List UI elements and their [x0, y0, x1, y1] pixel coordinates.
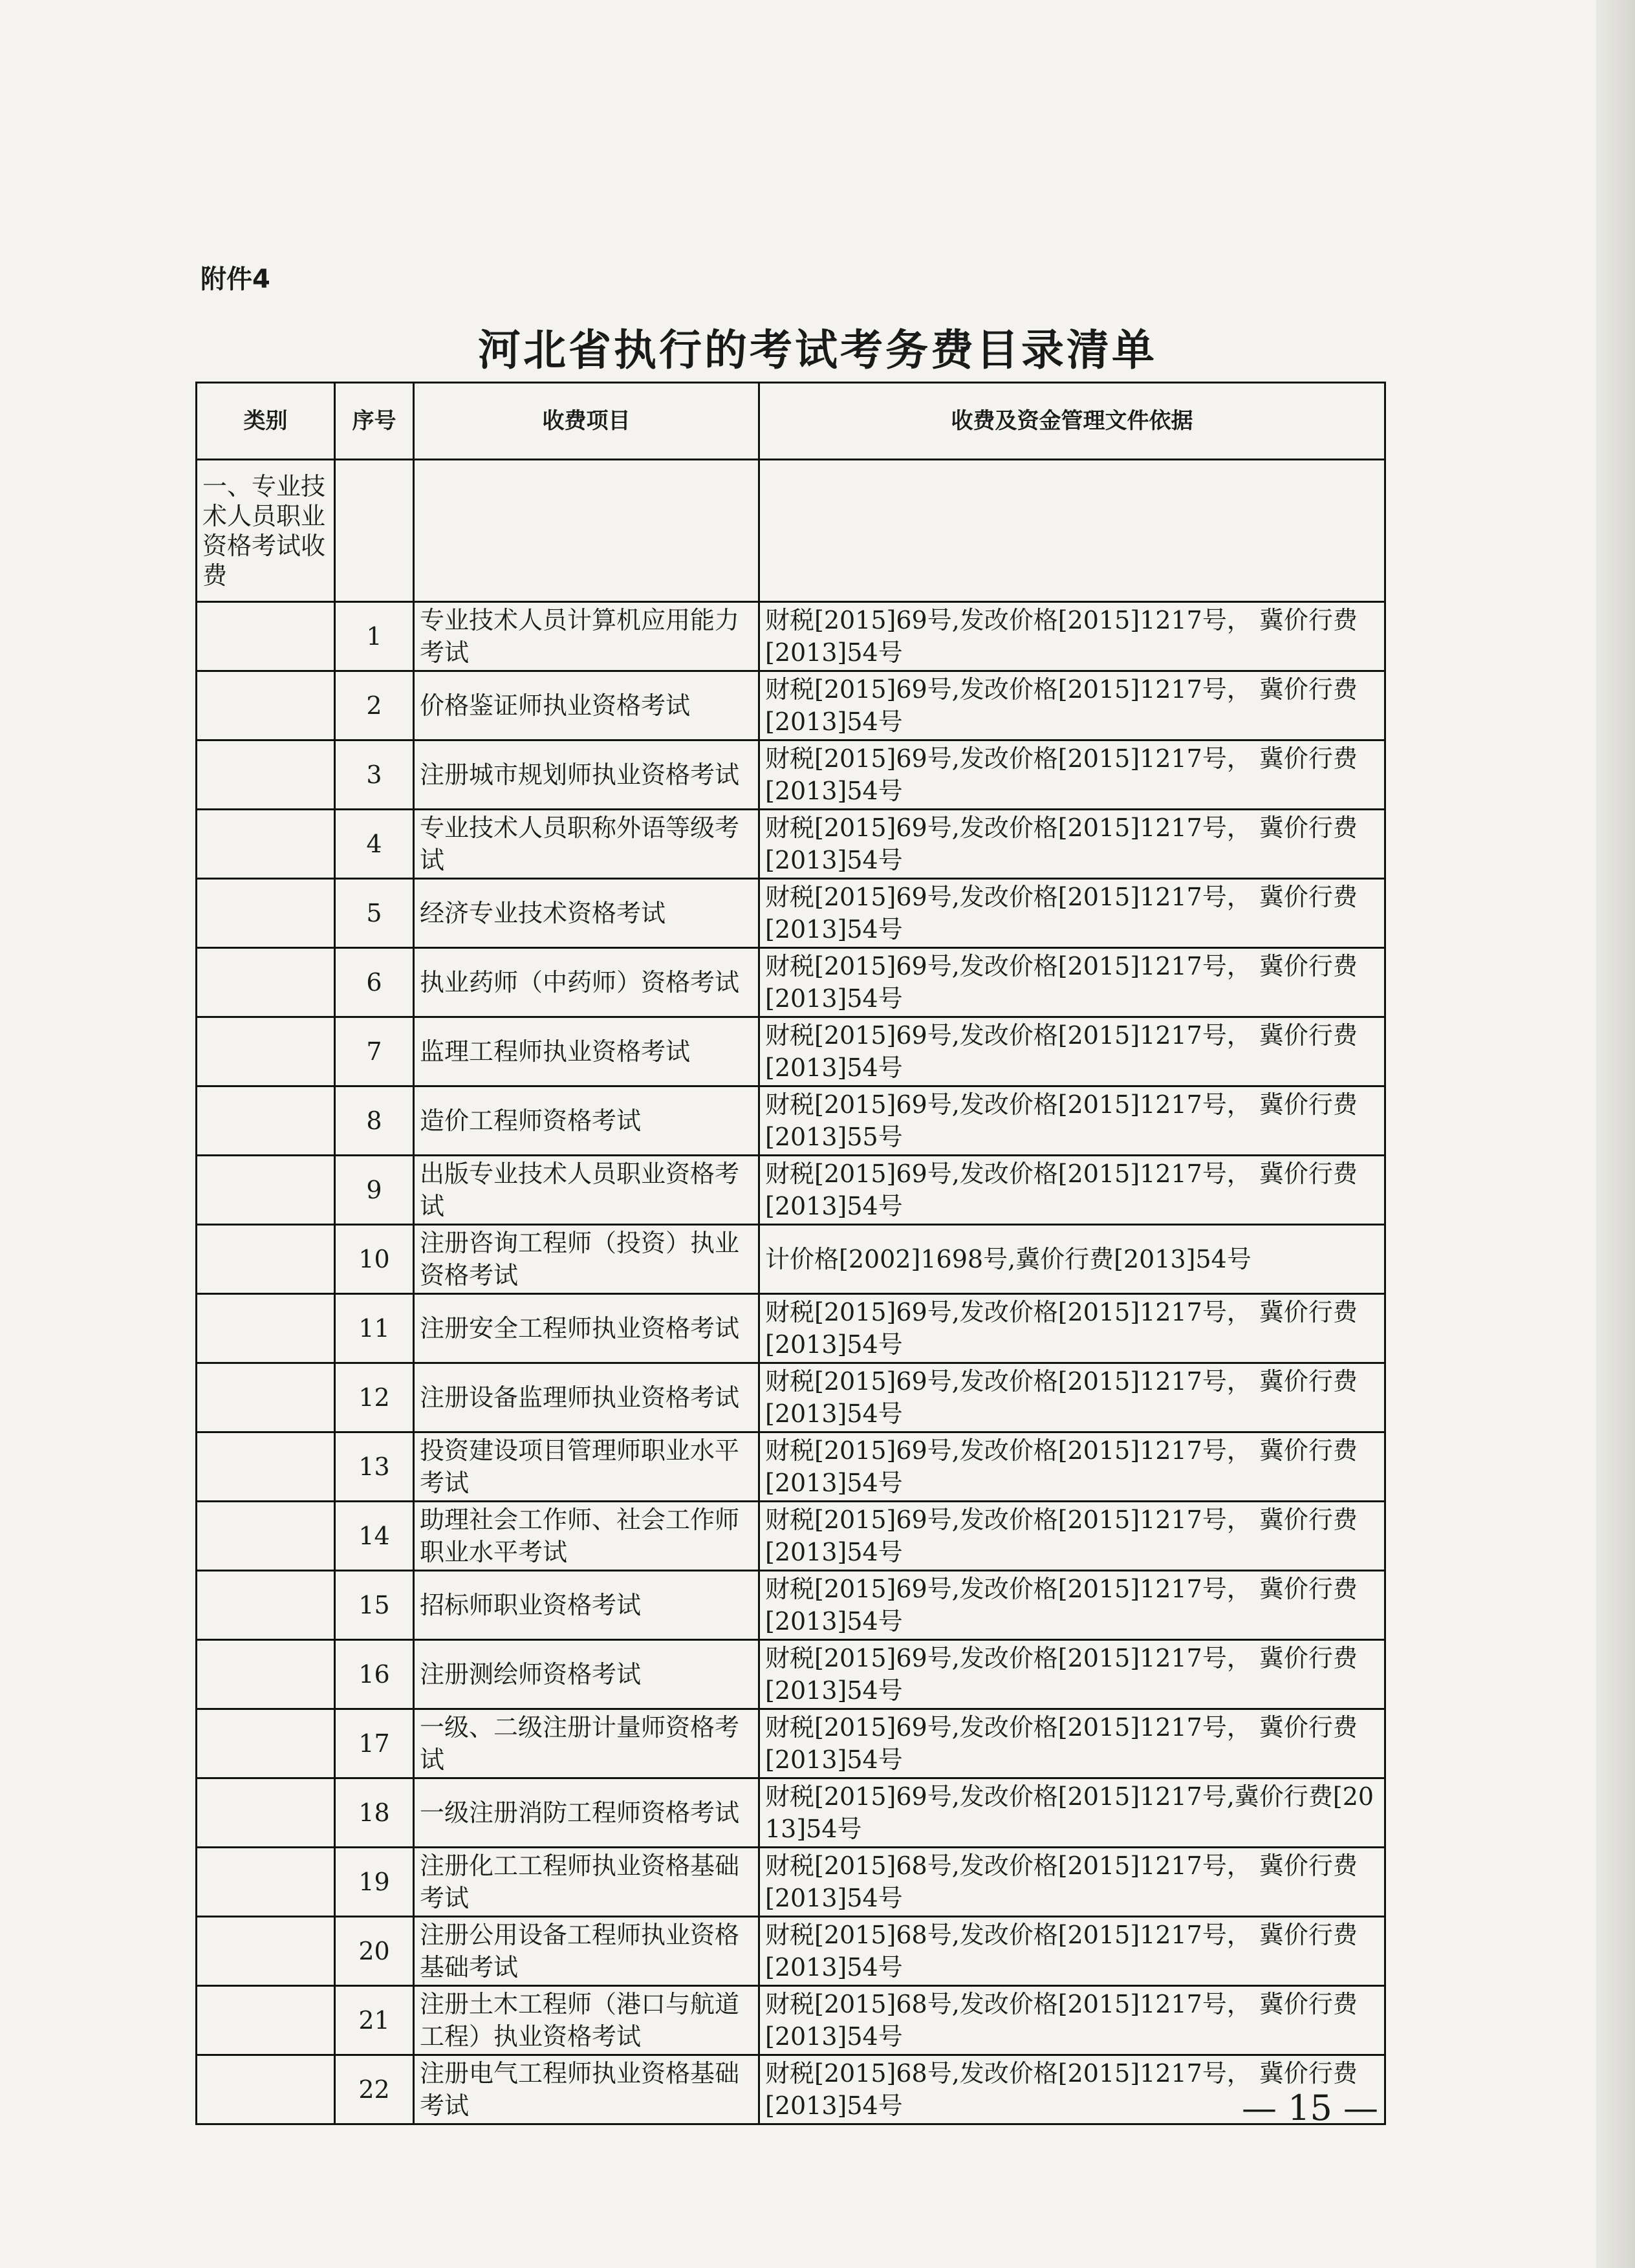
fee-item: 注册土木工程师（港口与航道工程）执业资格考试 — [414, 1986, 759, 2055]
fee-basis: 财税[2015]69号,发改价格[2015]1217号， 冀价行费[2013]54号 — [759, 1363, 1385, 1432]
row-number: 11 — [335, 1294, 414, 1363]
category-cell — [197, 1848, 335, 1917]
row-number: 20 — [335, 1917, 414, 1986]
fee-item: 注册电气工程师执业资格基础考试 — [414, 2055, 759, 2124]
fee-basis: 财税[2015]69号,发改价格[2015]1217号， 冀价行费[2013]54号 — [759, 879, 1385, 948]
category-cell — [197, 2055, 335, 2124]
category-cell — [197, 1778, 335, 1848]
fee-basis: 财税[2015]69号,发改价格[2015]1217号， 冀价行费[2013]54号 — [759, 1571, 1385, 1640]
category-cell — [197, 1640, 335, 1709]
row-number: 13 — [335, 1432, 414, 1502]
page-number: — 15 — — [1242, 2088, 1379, 2128]
fee-basis: 财税[2015]69号,发改价格[2015]1217号， 冀价行费[2013]54号 — [759, 1294, 1385, 1363]
fee-item: 注册城市规划师执业资格考试 — [414, 740, 759, 810]
table-row — [197, 1640, 1385, 1709]
table-row — [197, 1432, 1385, 1502]
table-row — [197, 1571, 1385, 1640]
table-row — [197, 1778, 1385, 1848]
fee-basis: 财税[2015]68号,发改价格[2015]1217号， 冀价行费[2013]54号 — [759, 2055, 1385, 2124]
fee-basis: 财税[2015]68号,发改价格[2015]1217号， 冀价行费[2013]54号 — [759, 1917, 1385, 1986]
table-row — [197, 948, 1385, 1017]
row-number: 17 — [335, 1709, 414, 1778]
header-category: 类别 — [197, 383, 335, 460]
fee-basis: 财税[2015]68号,发改价格[2015]1217号， 冀价行费[2013]54号 — [759, 1986, 1385, 2055]
table-row — [197, 740, 1385, 810]
category-cell — [197, 1086, 335, 1156]
category-cell — [197, 1917, 335, 1986]
row-number: 10 — [335, 1225, 414, 1294]
row-number: 22 — [335, 2055, 414, 2124]
row-number: 1 — [335, 602, 414, 671]
category-cell — [197, 1502, 335, 1571]
row-number: 14 — [335, 1502, 414, 1571]
fee-basis: 财税[2015]69号,发改价格[2015]1217号， 冀价行费[2013]54号 — [759, 602, 1385, 671]
fee-basis: 财税[2015]69号,发改价格[2015]1217号， 冀价行费[2013]54号 — [759, 810, 1385, 879]
table-row — [197, 1294, 1385, 1363]
fee-item: 注册安全工程师执业资格考试 — [414, 1294, 759, 1363]
category-cell — [197, 602, 335, 671]
table-row — [197, 1709, 1385, 1778]
fee-basis: 财税[2015]69号,发改价格[2015]1217号， 冀价行费[2013]55号 — [759, 1086, 1385, 1156]
fee-item: 专业技术人员职称外语等级考试 — [414, 810, 759, 879]
row-number: 4 — [335, 810, 414, 879]
table-row — [197, 1363, 1385, 1432]
fee-item: 专业技术人员计算机应用能力考试 — [414, 602, 759, 671]
fee-catalog-table — [195, 382, 1386, 2125]
fee-item: 注册测绘师资格考试 — [414, 1640, 759, 1709]
fee-item: 一级注册消防工程师资格考试 — [414, 1778, 759, 1848]
table-row — [197, 1156, 1385, 1225]
category-row-empty-cell — [759, 460, 1385, 602]
page-title: 河北省执行的考试考务费目录清单 — [478, 325, 1157, 375]
category-cell — [197, 1017, 335, 1086]
row-number: 16 — [335, 1640, 414, 1709]
table-row — [197, 602, 1385, 671]
fee-basis: 财税[2015]69号,发改价格[2015]1217号， 冀价行费[2013]54号 — [759, 1502, 1385, 1571]
header-basis: 收费及资金管理文件依据 — [759, 383, 1385, 460]
category-cell — [197, 1571, 335, 1640]
category-cell — [197, 948, 335, 1017]
category-cell — [197, 1156, 335, 1225]
header-number: 序号 — [335, 383, 414, 460]
table-row — [197, 1086, 1385, 1156]
category-cell — [197, 1986, 335, 2055]
row-number: 18 — [335, 1778, 414, 1848]
table-row — [197, 879, 1385, 948]
fee-item: 招标师职业资格考试 — [414, 1571, 759, 1640]
fee-basis: 财税[2015]69号,发改价格[2015]1217号， 冀价行费[2013]54号 — [759, 948, 1385, 1017]
table-body — [197, 460, 1385, 2124]
category-cell — [197, 879, 335, 948]
header-item: 收费项目 — [414, 383, 759, 460]
row-number: 7 — [335, 1017, 414, 1086]
row-number: 6 — [335, 948, 414, 1017]
row-number: 3 — [335, 740, 414, 810]
fee-item: 经济专业技术资格考试 — [414, 879, 759, 948]
category-cell — [197, 1709, 335, 1778]
fee-basis: 财税[2015]69号,发改价格[2015]1217号， 冀价行费[2013]54号 — [759, 740, 1385, 810]
fee-basis: 财税[2015]69号,发改价格[2015]1217号， 冀价行费[2013]54号 — [759, 1432, 1385, 1502]
category-cell — [197, 1225, 335, 1294]
row-number: 9 — [335, 1156, 414, 1225]
fee-item: 注册化工工程师执业资格基础考试 — [414, 1848, 759, 1917]
fee-basis: 财税[2015]69号,发改价格[2015]1217号， 冀价行费[2013]54号 — [759, 671, 1385, 740]
category-cell — [197, 1363, 335, 1432]
category-row — [197, 460, 1385, 602]
category-cell — [197, 1294, 335, 1363]
fee-item: 价格鉴证师执业资格考试 — [414, 671, 759, 740]
fee-basis: 财税[2015]69号,发改价格[2015]1217号,冀价行费[2013]54号 — [759, 1778, 1385, 1848]
table-row — [197, 1917, 1385, 1986]
table-header-row — [197, 383, 1385, 460]
fee-basis: 财税[2015]69号,发改价格[2015]1217号， 冀价行费[2013]54号 — [759, 1017, 1385, 1086]
row-number: 12 — [335, 1363, 414, 1432]
category-row-empty-cell — [335, 460, 414, 602]
fee-item: 监理工程师执业资格考试 — [414, 1017, 759, 1086]
fee-item: 出版专业技术人员职业资格考试 — [414, 1156, 759, 1225]
fee-item: 注册公用设备工程师执业资格基础考试 — [414, 1917, 759, 1986]
row-number: 8 — [335, 1086, 414, 1156]
category-cell — [197, 810, 335, 879]
category-row-empty-cell — [414, 460, 759, 602]
table-row — [197, 671, 1385, 740]
fee-item: 注册咨询工程师（投资）执业资格考试 — [414, 1225, 759, 1294]
fee-basis: 计价格[2002]1698号,冀价行费[2013]54号 — [759, 1225, 1385, 1294]
fee-item: 造价工程师资格考试 — [414, 1086, 759, 1156]
table-row — [197, 810, 1385, 879]
row-number: 21 — [335, 1986, 414, 2055]
fee-basis: 财税[2015]69号,发改价格[2015]1217号， 冀价行费[2013]54号 — [759, 1709, 1385, 1778]
attachment-label: 附件4 — [200, 265, 270, 294]
row-number: 19 — [335, 1848, 414, 1917]
fee-item: 助理社会工作师、社会工作师职业水平考试 — [414, 1502, 759, 1571]
category-cell — [197, 671, 335, 740]
table-row — [197, 1017, 1385, 1086]
table-row — [197, 1986, 1385, 2055]
row-number: 15 — [335, 1571, 414, 1640]
fee-basis: 财税[2015]68号,发改价格[2015]1217号， 冀价行费[2013]54号 — [759, 1848, 1385, 1917]
fee-item: 投资建设项目管理师职业水平考试 — [414, 1432, 759, 1502]
table-row — [197, 1502, 1385, 1571]
category-cell — [197, 740, 335, 810]
fee-item: 一级、二级注册计量师资格考试 — [414, 1709, 759, 1778]
category-label: 一、专业技术人员职业资格考试收费 — [197, 460, 335, 602]
category-cell — [197, 1432, 335, 1502]
fee-basis: 财税[2015]69号,发改价格[2015]1217号， 冀价行费[2013]54号 — [759, 1640, 1385, 1709]
fee-item: 执业药师（中药师）资格考试 — [414, 948, 759, 1017]
row-number: 2 — [335, 671, 414, 740]
fee-basis: 财税[2015]69号,发改价格[2015]1217号， 冀价行费[2013]54号 — [759, 1156, 1385, 1225]
table-row — [197, 1848, 1385, 1917]
fee-item: 注册设备监理师执业资格考试 — [414, 1363, 759, 1432]
table-row — [197, 1225, 1385, 1294]
table-row — [197, 2055, 1385, 2124]
row-number: 5 — [335, 879, 414, 948]
